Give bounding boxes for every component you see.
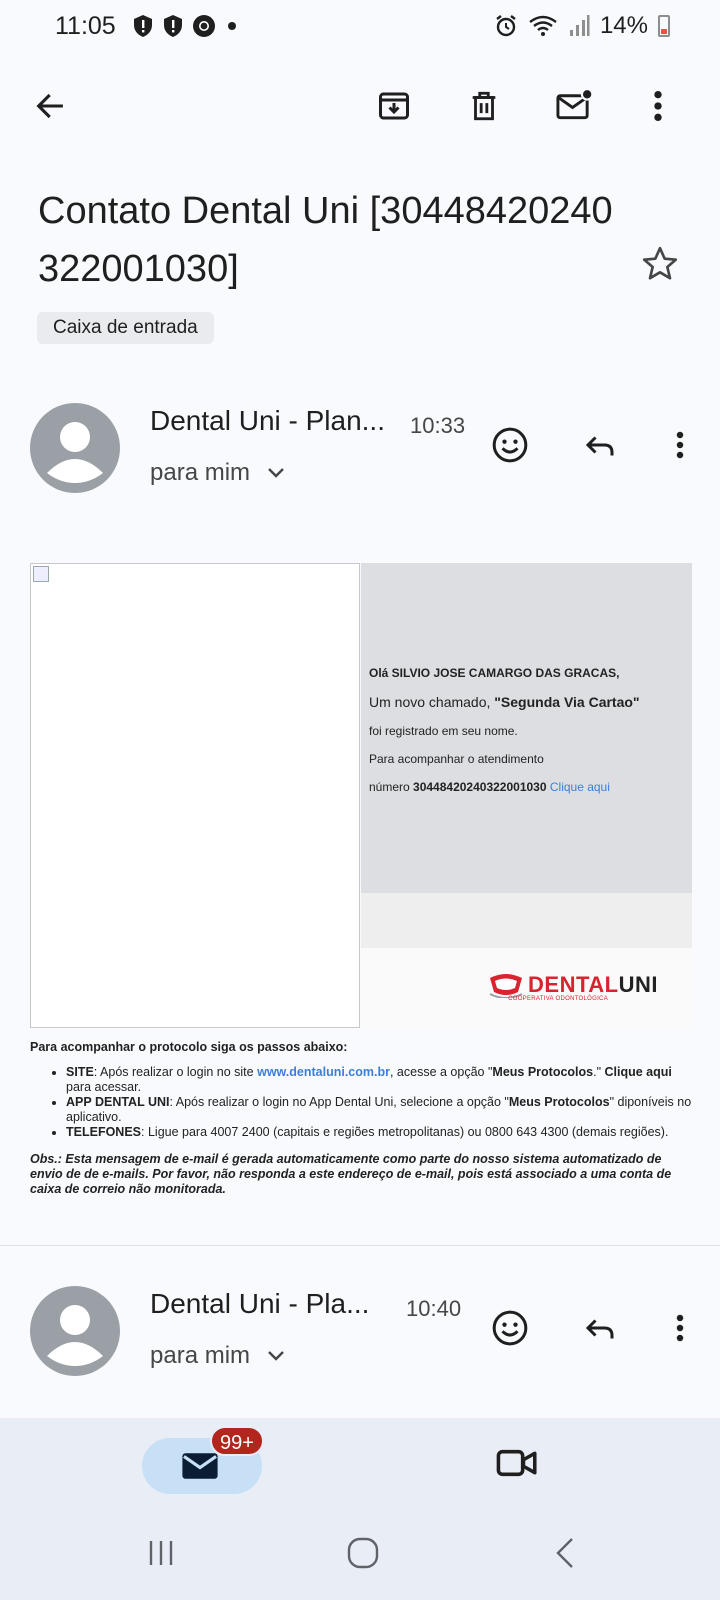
- bottom-navigation: [0, 1418, 720, 1600]
- step-app: • APP DENTAL UNI: Após realizar o login no App Dental Uni, selecione a opção "Meus Protocolos" diponíveis no aplicativo.: [66, 1095, 694, 1125]
- mark-unread-icon[interactable]: [554, 86, 594, 126]
- delete-icon[interactable]: [464, 86, 504, 126]
- back-nav-icon[interactable]: [554, 1536, 576, 1570]
- person-icon: [30, 403, 120, 493]
- unread-badge: 99+: [210, 1426, 264, 1456]
- site-click-here[interactable]: Clique aqui: [604, 1065, 672, 1079]
- greeting: Olá SILVIO JOSE CAMARGO DAS GRACAS,: [369, 666, 620, 680]
- email-body: [30, 563, 692, 1028]
- star-icon[interactable]: [640, 244, 680, 289]
- avatar[interactable]: [30, 403, 120, 493]
- sender-name: Dental Uni - Plan...: [150, 405, 385, 436]
- recipients-label: para mim: [150, 459, 251, 486]
- sender-name: Dental Uni - Pla...: [150, 1288, 370, 1319]
- logo-subtitle: COOPERATIVA ODONTOLÓGICA: [508, 996, 608, 1002]
- follow-line: Para acompanhar o atendimento: [369, 752, 544, 766]
- shield-alert-icon: [132, 14, 154, 38]
- more-vert-icon[interactable]: [658, 423, 702, 467]
- nav-meet-tab[interactable]: [496, 1446, 538, 1485]
- chevron-down-icon: [266, 466, 286, 480]
- back-arrow-icon[interactable]: [30, 86, 70, 126]
- chevron-down-icon: [266, 1349, 286, 1363]
- emoji-reaction-icon[interactable]: [488, 1306, 532, 1350]
- status-bar: [0, 0, 720, 52]
- divider: [0, 1245, 720, 1246]
- reply-icon[interactable]: [578, 1306, 622, 1350]
- chrome-icon: [192, 14, 216, 38]
- message-header[interactable]: [0, 1286, 720, 1396]
- status-system-icons: [494, 12, 670, 40]
- recipients-toggle[interactable]: [150, 1342, 286, 1370]
- alarm-icon: [494, 14, 518, 38]
- status-time: 11:05: [55, 12, 116, 40]
- label-chip-inbox[interactable]: Caixa de entrada: [37, 312, 214, 344]
- registered-line: foi registrado em seu nome.: [369, 724, 518, 738]
- email-subject: Contato Dental Uni [30448420240322001030]: [38, 190, 613, 290]
- ticket-name: "Segunda Via Cartao": [494, 694, 640, 710]
- mail-icon: [180, 1450, 220, 1482]
- message-header[interactable]: [0, 403, 720, 513]
- dentaluni-mark-icon: [488, 972, 524, 998]
- protocol-steps: [30, 1040, 694, 1197]
- step-phones: • TELEFONES: Ligue para 4007 2400 (capitais e regiões metropolitanas) ou 0800 643 4300 (demais regiões).: [66, 1125, 694, 1140]
- reply-icon[interactable]: [578, 423, 622, 467]
- system-navigation: [0, 1518, 720, 1598]
- obs-note: Obs.: Esta mensagem de e-mail é gerada automaticamente como parte do nosso sistema automatizado de envio de de e-mails. Por favor, não responda a este endereço de e-mail, pois está associado a uma conta de caixa de correio não monitorada.: [30, 1152, 672, 1196]
- emoji-reaction-icon[interactable]: [488, 423, 532, 467]
- more-vert-icon[interactable]: [638, 86, 678, 126]
- broken-image-icon: [33, 566, 49, 582]
- dot-icon: [224, 14, 240, 38]
- click-here-link[interactable]: Clique aqui: [549, 780, 610, 794]
- person-icon: [30, 1286, 120, 1376]
- recent-apps-icon[interactable]: [146, 1538, 176, 1568]
- recipients-toggle[interactable]: [150, 459, 286, 487]
- dentaluni-logo: [488, 972, 658, 998]
- home-icon[interactable]: [346, 1536, 380, 1570]
- battery-icon: [658, 15, 670, 37]
- toolbar: [0, 72, 720, 140]
- panel-strip: [361, 893, 692, 948]
- ticket-line: Um novo chamado, "Segunda Via Cartao": [369, 694, 640, 710]
- video-camera-icon: [496, 1446, 538, 1480]
- message-time: 10:33: [410, 413, 466, 438]
- wifi-icon: [528, 14, 558, 38]
- logo-area: [361, 948, 692, 1028]
- avatar[interactable]: [30, 1286, 120, 1376]
- site-link[interactable]: www.dentaluni.com.br: [257, 1065, 390, 1079]
- message-panel: [361, 563, 692, 893]
- logo-wordmark: DENTALUNI: [528, 972, 658, 997]
- protocol-number: 30448420240322001030: [413, 780, 547, 794]
- status-notification-icons: [132, 14, 240, 38]
- recipients-label: para mim: [150, 1342, 251, 1369]
- signal-icon: [568, 14, 590, 38]
- broken-image: [30, 563, 360, 1028]
- protocol-line: número 30448420240322001030 Clique aqui: [369, 780, 610, 794]
- steps-title: Para acompanhar o protocolo siga os passos abaixo:: [30, 1040, 348, 1054]
- steps-list: [66, 1065, 694, 1140]
- shield-alert-icon: [162, 14, 184, 38]
- message-time: 10:40: [406, 1296, 462, 1321]
- battery-percent: 14%: [599, 12, 648, 39]
- more-vert-icon[interactable]: [658, 1306, 702, 1350]
- archive-icon[interactable]: [374, 86, 414, 126]
- step-site: • SITE: Após realizar o login no site www.dentaluni.com.br, acesse a opção "Meus Protocolos." Clique aqui para acessar.: [66, 1065, 694, 1095]
